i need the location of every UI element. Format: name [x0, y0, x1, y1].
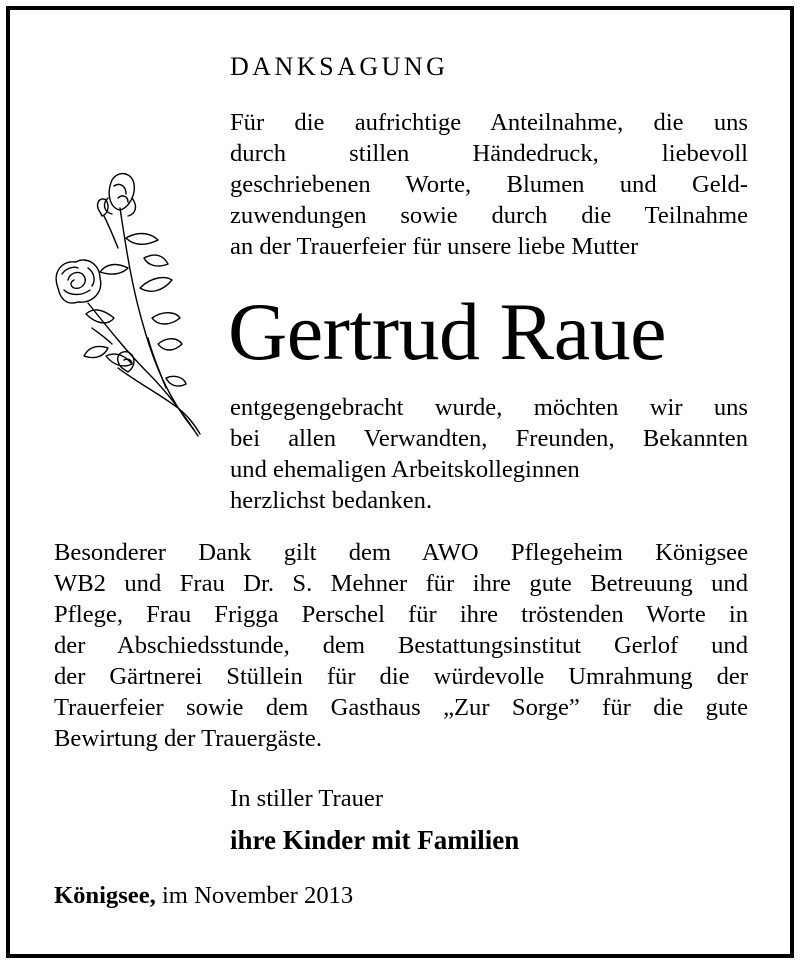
deceased-name: Gertrud Raue: [228, 286, 666, 377]
intro-line: durch stillen Händedruck, liebevoll: [230, 140, 748, 167]
intro-line: geschriebenen Worte, Blumen und Geld-: [230, 171, 748, 198]
date: im November 2013: [161, 882, 354, 909]
place: Königsee,: [54, 882, 156, 909]
thanks-line: bei allen Verwandten, Freunden, Bekannten: [230, 425, 748, 452]
heading: DANKSAGUNG: [230, 52, 449, 81]
intro-line: an der Trauerfeier für unsere liebe Mutter: [230, 233, 639, 260]
intro-paragraph: [230, 107, 748, 262]
intro-line: zuwendungen sowie durch die Teilnahme: [230, 202, 748, 229]
intro-line: Für die aufrichtige Anteilnahme, die uns: [230, 109, 748, 136]
thanks-line: und ehemaligen Arbeitskolleginnen: [230, 456, 580, 483]
special-thanks-line: Pflege, Frau Frigga Perschel für ihre tröstenden Worte in: [54, 601, 748, 628]
thanks-paragraph: [230, 392, 748, 516]
special-thanks-paragraph: [54, 537, 748, 754]
special-thanks-line: Besonderer Dank gilt dem AWO Pflegeheim Königsee: [54, 539, 748, 566]
place-date-line: [54, 882, 353, 910]
special-thanks-line: WB2 und Frau Dr. S. Mehner für ihre gute Betreuung und: [54, 570, 748, 597]
special-thanks-line: Bewirtung der Trauergäste.: [54, 725, 322, 752]
special-thanks-line: der Gärtnerei Stüllein für die würdevolle Umrahmung der: [54, 663, 748, 690]
mourning-phrase: In stiller Trauer: [230, 785, 384, 812]
special-thanks-line: der Abschiedsstunde, dem Bestattungsinstitut Gerlof und: [54, 632, 748, 659]
thanks-line: entgegengebracht wurde, möchten wir uns: [230, 394, 748, 421]
signature: ihre Kinder mit Familien: [230, 825, 520, 855]
rose-icon: [48, 168, 208, 440]
special-thanks-line: Trauerfeier sowie dem Gasthaus „Zur Sorge” für die gute: [54, 694, 748, 721]
thanks-line: herzlichst bedanken.: [230, 487, 433, 514]
